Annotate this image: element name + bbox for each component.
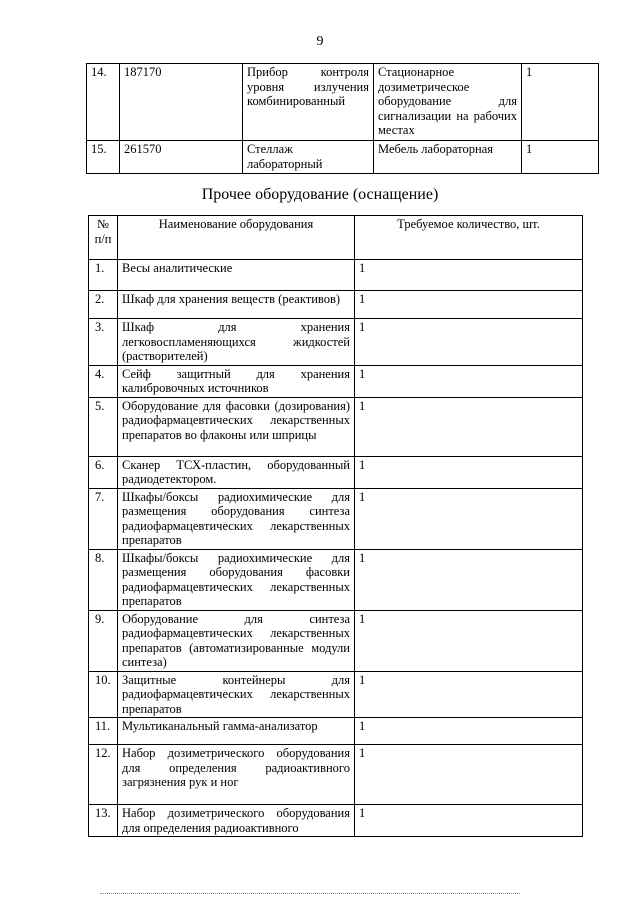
table-row	[87, 141, 599, 174]
row-number: 15.	[87, 141, 120, 174]
row-number: 8.	[89, 549, 118, 610]
row-name: Шкаф для хранения легковоспламеняющихся жидкостей (растворителей)	[118, 319, 355, 366]
table-row	[89, 488, 583, 549]
row-number: 5.	[89, 397, 118, 456]
header-name: Наименование оборудования	[118, 216, 355, 260]
row-number: 14.	[87, 64, 120, 141]
row-quantity: 1	[355, 456, 583, 488]
table-row	[89, 610, 583, 671]
table-row	[89, 718, 583, 745]
row-number: 12.	[89, 745, 118, 805]
row-number: 3.	[89, 319, 118, 366]
row-quantity: 1	[355, 397, 583, 456]
row-name: Шкаф для хранения веществ (реактивов)	[118, 291, 355, 319]
row-number: 2.	[89, 291, 118, 319]
top-equipment-table	[86, 63, 599, 174]
row-quantity: 1	[355, 671, 583, 718]
row-number: 10.	[89, 671, 118, 718]
header-quantity: Требуемое количество, шт.	[355, 216, 583, 260]
row-number: 1.	[89, 260, 118, 291]
table-row	[89, 260, 583, 291]
table-row	[89, 291, 583, 319]
row-name: Прибор контроля уровня излучения комбинированный	[243, 64, 374, 141]
row-number: 7.	[89, 488, 118, 549]
row-number: 11.	[89, 718, 118, 745]
row-number: 4.	[89, 365, 118, 397]
row-quantity: 1	[522, 141, 599, 174]
page-number: 9	[316, 34, 324, 49]
table-row	[89, 805, 583, 837]
row-quantity: 1	[355, 488, 583, 549]
table-row	[89, 745, 583, 805]
table-row	[89, 365, 583, 397]
row-quantity: 1	[355, 549, 583, 610]
row-number: 9.	[89, 610, 118, 671]
row-quantity: 1	[355, 610, 583, 671]
row-name: Стеллаж лабораторный	[243, 141, 374, 174]
row-quantity: 1	[355, 718, 583, 745]
row-quantity: 1	[355, 291, 583, 319]
row-code: 261570	[120, 141, 243, 174]
row-name: Весы аналитические	[118, 260, 355, 291]
table-row	[89, 671, 583, 718]
other-equipment-table	[88, 215, 583, 837]
row-name: Набор дозиметрического оборудования для определения радиоактивного	[118, 805, 355, 837]
row-code: 187170	[120, 64, 243, 141]
row-name: Набор дозиметрического оборудования для определения радиоактивного загрязнения рук и ног	[118, 745, 355, 805]
table-row	[89, 397, 583, 456]
table-header-row	[89, 216, 583, 260]
row-quantity: 1	[522, 64, 599, 141]
header-number: № п/п	[89, 216, 118, 260]
row-type: Мебель лабораторная	[374, 141, 522, 174]
row-name: Сейф защитный для хранения калибровочных источников	[118, 365, 355, 397]
row-number: 6.	[89, 456, 118, 488]
row-quantity: 1	[355, 319, 583, 366]
row-quantity: 1	[355, 365, 583, 397]
row-name: Сканер ТСХ-пластин, оборудованный радиодетектором.	[118, 456, 355, 488]
table-row	[89, 549, 583, 610]
row-quantity: 1	[355, 805, 583, 837]
table-row	[87, 64, 599, 141]
row-quantity: 1	[355, 260, 583, 291]
row-number: 13.	[89, 805, 118, 837]
section-title: Прочее оборудование (оснащение)	[201, 186, 439, 203]
row-name: Защитные контейнеры для радиофармацевтических лекарственных препаратов	[118, 671, 355, 718]
page-bottom-divider	[100, 893, 520, 894]
row-name: Шкафы/боксы радиохимические для размещения оборудования синтеза радиофармацевтических лекарственных препаратов	[118, 488, 355, 549]
row-name: Оборудование для синтеза радиофармацевтических лекарственных препаратов (автоматизированные модули синтеза)	[118, 610, 355, 671]
row-name: Шкафы/боксы радиохимические для размещения оборудования фасовки радиофармацевтических лекарственных препаратов	[118, 549, 355, 610]
table-row	[89, 456, 583, 488]
table-row	[89, 319, 583, 366]
row-type: Стационарное дозиметрическое оборудование для сигнализации на рабочих местах	[374, 64, 522, 141]
row-name: Оборудование для фасовки (дозирования) радиофармацевтических лекарственных препаратов во флаконы или шприцы	[118, 397, 355, 456]
row-name: Мультиканальный гамма-анализатор	[118, 718, 355, 745]
row-quantity: 1	[355, 745, 583, 805]
